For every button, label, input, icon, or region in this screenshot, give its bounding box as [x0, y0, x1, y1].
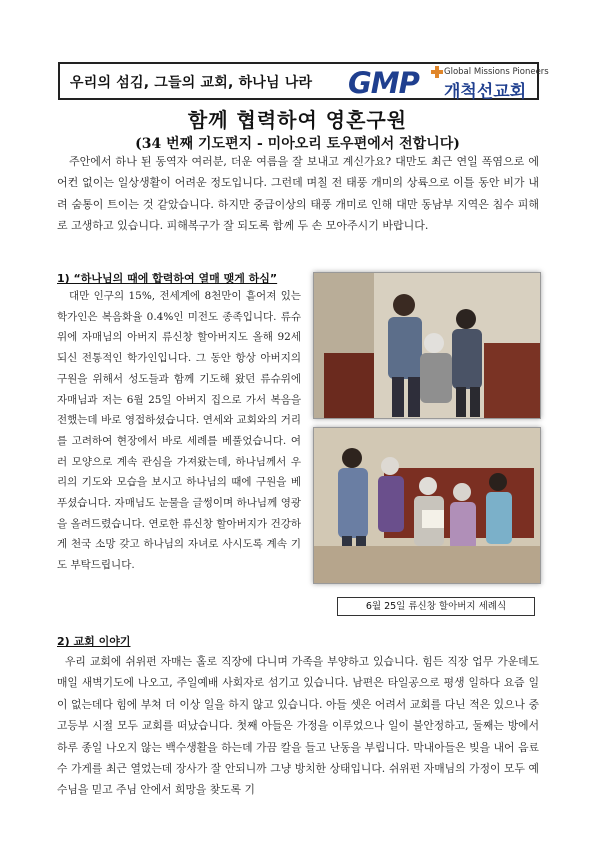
section1-heading: 1) “하나님의 때에 합력하여 열매 맺게 하심”	[57, 272, 278, 285]
section2-heading: 2) 교회 이야기	[57, 635, 131, 648]
logo-english-name: Global Missions Pioneers	[444, 67, 549, 77]
section2-paragraph: 우리 교회에 쉬위펀 자매는 홀로 직장에 다니며 가족을 부양하고 있습니다. 힘든 직장 업무 가운데도 매일 새벽기도에 나오고, 주일예배 사회자로 섬기고 있습니다. 남편은 타일공으로 평생 일하다 요즘 일이 없는데다 힘에 부쳐 더 이상 일을 하지 않고 있습니다. 아들 셋은 어려서 교회를 다닌 적은 있으나 중고등부 시절 모두 교회를 떠났습니다. 첫째 아들은 가정을 이루었으나 일이 불안정하고, 둘째는 방에서 하루 종일 나오지 않는 백수생활을 하는데 가끔 칼을 들고 난동을 부립니다. 막내아들은 빚을 내어 음료수 가게를 최근 열었는데 장사가 잘 안되니까 그냥 방치한 상태입니다. 쉬위펀 자매님의 가정이 모두 예수님을 믿고 주님 안에서 희망을 찾도록 기	[57, 655, 539, 797]
photo-caption: 6월 25일 류신창 할아버지 세례식	[337, 597, 535, 616]
baptism-photo-1	[313, 272, 541, 419]
baptism-photo-2	[313, 427, 541, 584]
page-subtitle: (34 번째 기도편지 - 미아오리 토우편에서 전합니다)	[135, 136, 460, 152]
header-banner	[58, 62, 549, 102]
gmp-logo: GMP	[348, 66, 419, 100]
logo-korean-name: 개척선교회	[444, 82, 527, 102]
intro-paragraph: 주안에서 하나 된 동역자 여러분, 더운 여름을 잘 보내고 계신가요? 대만도 최근 연일 폭염으로 에어컨 없이는 일상생활이 어려운 정도입니다. 그런데 며칠 전 태풍 개미의 상륙으로 이틀 동안 비가 내려 숨통이 트이는 것 같았습니다. 하지만 중급이상의 태풍 개미로 인해 대만 동남부 지역은 침수 피해로 고생하고 있습니다. 피해복구가 잘 되도록 함께 두 손 모아주시기 바랍니다.	[57, 155, 539, 232]
section1-paragraph: 대만 인구의 15%, 전세계에 8천만이 흩어져 있는 학가인은 복음화율 0.4%인 미전도 종족입니다. 류슈위에 자매님의 아버지 류신창 할아버지도 올해 92세 되신 전통적인 학가인입니다. 그 동안 항상 아버지의 구원을 위해서 성도들과 함께 기도해 왔던 류슈위에 자매님과 저는 6월 25일 아버지 집으로 가서 복음을 전했는데 바로 영접하셨습니다. 연세와 교회와의 거리를 고려하여 현장에서 바로 세례를 베풀었습니다. 여러 모양으로 계속 관심을 가져왔는데, 하나님께서 우리의 기도와 모습을 보시고 하나님의 때에 구원을 베푸셨습니다. 자매님도 눈물을 글썽이며 하나님께 영광을 올려드렸습니다. 연로한 류신창 할아버지가 건강하게 천국 소망 갖고 하나님의 자녀로 사시도록 계속 기도 부탁드립니다.	[57, 290, 301, 572]
page-title: 함께 협력하여 영혼구원	[187, 108, 408, 132]
logo-plus-mark-icon	[431, 66, 443, 78]
header-tagline: 우리의 섬김, 그들의 교회, 하나님 나라	[70, 75, 313, 91]
